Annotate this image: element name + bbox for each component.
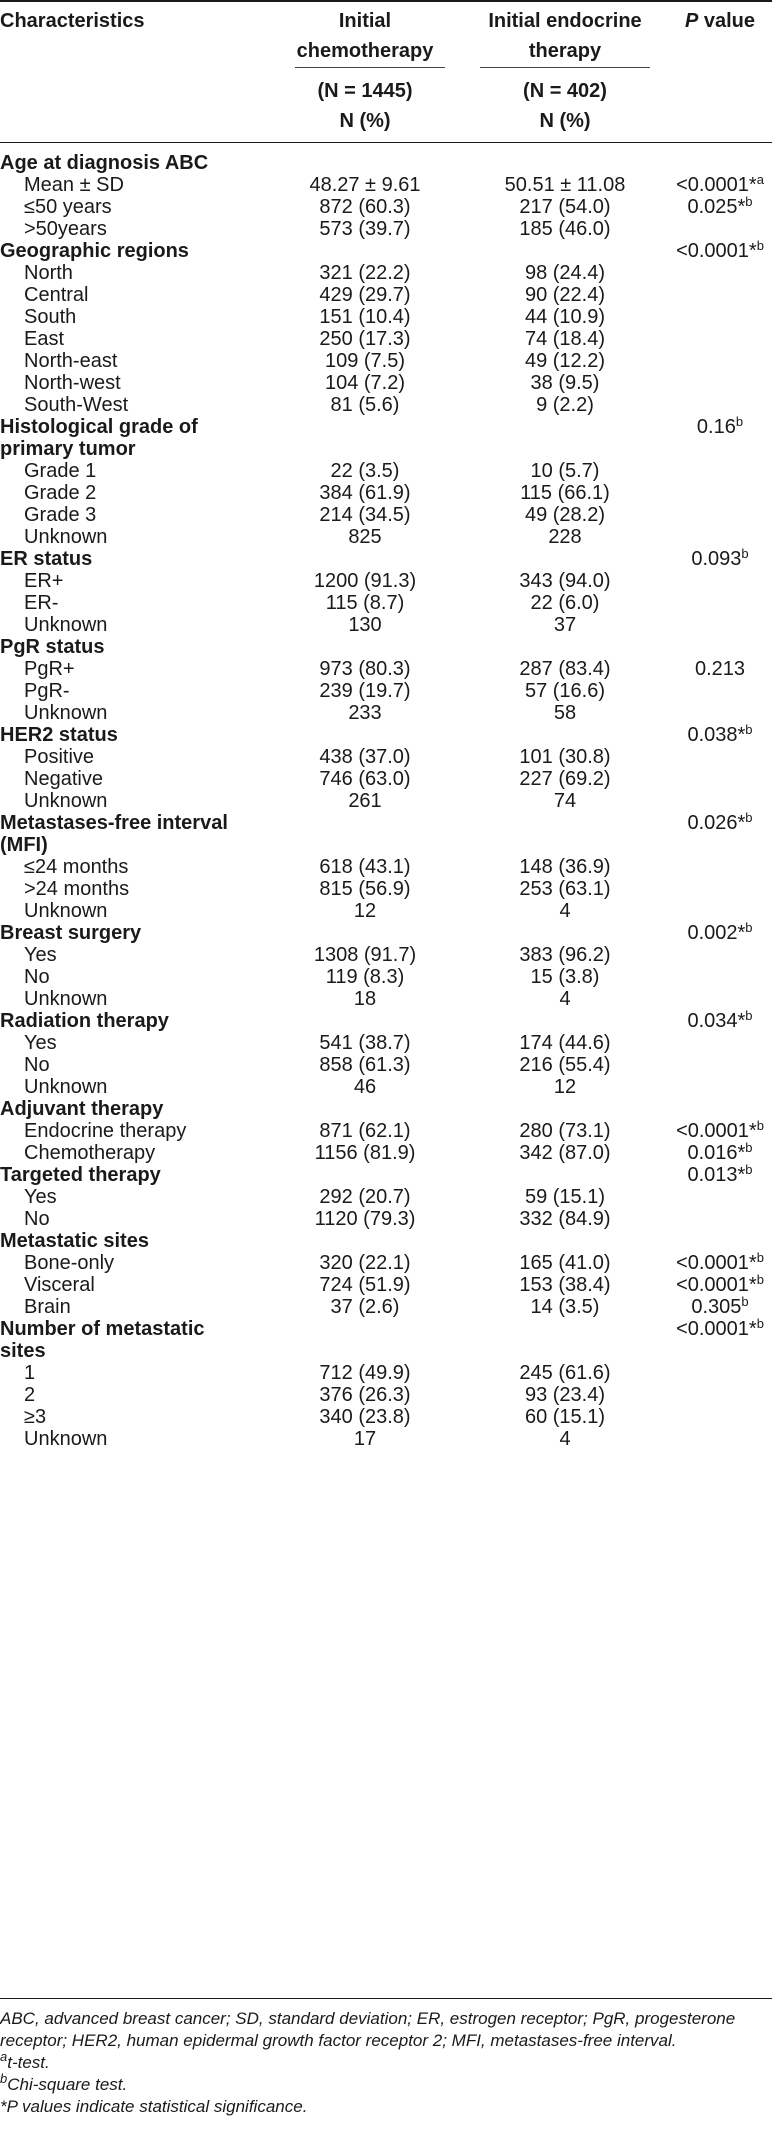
p-value-superscript: b bbox=[741, 546, 749, 561]
row-label: 1 bbox=[24, 1362, 36, 1384]
endocrine-value: 9 (2.2) bbox=[536, 394, 594, 416]
footnote-b-text: Chi-square test. bbox=[7, 2075, 128, 2094]
endocrine-value: 383 (96.2) bbox=[519, 944, 611, 966]
header-col2-count bbox=[465, 76, 665, 136]
endocrine-value: 4 bbox=[559, 900, 571, 922]
p-value-superscript: b bbox=[745, 920, 753, 935]
group-label: Geographic regions bbox=[0, 240, 189, 262]
chemo-value: 233 bbox=[348, 702, 382, 724]
chemo-value: 340 (23.8) bbox=[319, 1406, 411, 1428]
chemo-value: 872 (60.3) bbox=[319, 196, 411, 218]
group-label: Number of metastatic bbox=[0, 1318, 205, 1340]
header-initial-chemotherapy bbox=[285, 6, 445, 66]
endocrine-value: 228 bbox=[548, 526, 582, 548]
p-value-text: 0.002* bbox=[687, 922, 746, 944]
p-value-superscript: b bbox=[745, 722, 753, 737]
chemo-value: 81 (5.6) bbox=[330, 394, 400, 416]
endocrine-value: 93 (23.4) bbox=[524, 1384, 606, 1406]
header-col2-n: (N = 402) bbox=[523, 80, 607, 102]
chemo-value: 48.27 ± 9.61 bbox=[309, 174, 421, 196]
p-value-superscript: b bbox=[745, 1162, 753, 1177]
row-label: >50years bbox=[24, 218, 107, 240]
chemo-value: 438 (37.0) bbox=[319, 746, 411, 768]
endocrine-value: 49 (12.2) bbox=[524, 350, 606, 372]
endocrine-value: 165 (41.0) bbox=[519, 1252, 611, 1274]
endocrine-value: 153 (38.4) bbox=[519, 1274, 611, 1296]
endocrine-value: 98 (24.4) bbox=[524, 262, 606, 284]
endocrine-value: 342 (87.0) bbox=[519, 1142, 611, 1164]
chemo-value: 384 (61.9) bbox=[319, 482, 411, 504]
endocrine-value: 10 (5.7) bbox=[530, 460, 600, 482]
chemo-value: 130 bbox=[348, 614, 382, 636]
chemo-value: 712 (49.9) bbox=[319, 1362, 411, 1384]
row-label: Brain bbox=[24, 1296, 71, 1318]
chemo-value: 17 bbox=[353, 1428, 377, 1450]
row-label: East bbox=[24, 328, 65, 350]
chemo-value: 109 (7.5) bbox=[324, 350, 406, 372]
chemo-value: 825 bbox=[348, 526, 382, 548]
p-value-text: 0.093 bbox=[691, 548, 742, 570]
p-value-superscript: b bbox=[741, 1294, 749, 1309]
chemo-value: 321 (22.2) bbox=[319, 262, 411, 284]
endocrine-value: 58 bbox=[553, 702, 577, 724]
group-label: HER2 status bbox=[0, 724, 118, 746]
row-label: Yes bbox=[24, 1032, 57, 1054]
chemo-value: 376 (26.3) bbox=[319, 1384, 411, 1406]
p-value-superscript: b bbox=[756, 1272, 764, 1287]
p-value-text: <0.0001* bbox=[676, 240, 757, 262]
endocrine-value: 332 (84.9) bbox=[519, 1208, 611, 1230]
footnote-a-text: t-test. bbox=[7, 2053, 50, 2072]
top-rule bbox=[0, 0, 772, 2]
chemo-value: 115 (8.7) bbox=[325, 592, 405, 614]
chemo-value: 618 (43.1) bbox=[319, 856, 411, 878]
p-value-superscript: b bbox=[756, 1250, 764, 1265]
endocrine-value: 280 (73.1) bbox=[519, 1120, 611, 1142]
row-label: Grade 3 bbox=[24, 504, 97, 526]
row-label: Positive bbox=[24, 746, 95, 768]
row-label: Grade 2 bbox=[24, 482, 97, 504]
p-value-superscript: b bbox=[756, 238, 764, 253]
p-value-text: 0.16 bbox=[696, 416, 736, 438]
row-label: ER+ bbox=[24, 570, 64, 592]
chemo-value: 815 (56.9) bbox=[319, 878, 411, 900]
endocrine-value: 101 (30.8) bbox=[519, 746, 611, 768]
chemo-value: 320 (22.1) bbox=[319, 1252, 411, 1274]
header-col2-unit: N (%) bbox=[539, 110, 591, 132]
chemo-value: 858 (61.3) bbox=[319, 1054, 411, 1076]
p-value-superscript: a bbox=[756, 172, 764, 187]
endocrine-value: 343 (94.0) bbox=[519, 570, 611, 592]
footnote-b-mark: b bbox=[0, 2071, 8, 2086]
row-label: 2 bbox=[24, 1384, 36, 1406]
row-label: ≤24 months bbox=[24, 856, 129, 878]
header-col1-count bbox=[285, 76, 445, 136]
endocrine-value: 90 (22.4) bbox=[524, 284, 606, 306]
row-label: Unknown bbox=[24, 790, 108, 812]
p-value-text: <0.0001* bbox=[676, 1318, 757, 1340]
header-col1-line2: chemotherapy bbox=[296, 40, 434, 62]
group-label: Metastatic sites bbox=[0, 1230, 149, 1252]
chemo-value: 37 (2.6) bbox=[330, 1296, 400, 1318]
chemo-value: 151 (10.4) bbox=[319, 306, 411, 328]
row-label: Unknown bbox=[24, 526, 108, 548]
row-label: Unknown bbox=[24, 900, 108, 922]
row-label: Unknown bbox=[24, 1076, 108, 1098]
group-label: PgR status bbox=[0, 636, 105, 658]
table-row bbox=[0, 1424, 772, 1454]
chemo-value: 1308 (91.7) bbox=[313, 944, 417, 966]
chemo-value: 250 (17.3) bbox=[319, 328, 411, 350]
header-col2-line1: Initial endocrine bbox=[488, 10, 642, 32]
row-label: PgR+ bbox=[24, 658, 75, 680]
row-label: PgR- bbox=[24, 680, 70, 702]
row-label: Chemotherapy bbox=[24, 1142, 156, 1164]
group-label: Breast surgery bbox=[0, 922, 142, 944]
row-label: Negative bbox=[24, 768, 103, 790]
row-label: ER- bbox=[24, 592, 59, 614]
endocrine-value: 38 (9.5) bbox=[530, 372, 600, 394]
p-value-superscript: b bbox=[756, 1316, 764, 1331]
group-label: Targeted therapy bbox=[0, 1164, 161, 1186]
endocrine-value: 57 (16.6) bbox=[524, 680, 606, 702]
group-label: Adjuvant therapy bbox=[0, 1098, 164, 1120]
endocrine-value: 148 (36.9) bbox=[519, 856, 611, 878]
subheader-rule-col2 bbox=[480, 67, 650, 68]
footnote-abbreviations: ABC, advanced breast cancer; SD, standard deviation; ER, estrogen receptor; PgR, progesterone receptor; HER2, human epidermal growth factor receptor 2; MFI, metastases-free interval. bbox=[0, 2009, 736, 2050]
endocrine-value: 74 bbox=[553, 790, 577, 812]
p-value-text: 0.016* bbox=[687, 1142, 746, 1164]
endocrine-value: 4 bbox=[559, 1428, 571, 1450]
footnote-a-mark: a bbox=[0, 2049, 8, 2064]
p-value-superscript: b bbox=[735, 414, 744, 429]
row-label: No bbox=[24, 1208, 50, 1230]
row-label: Visceral bbox=[24, 1274, 95, 1296]
chemo-value: 724 (51.9) bbox=[319, 1274, 411, 1296]
endocrine-value: 14 (3.5) bbox=[530, 1296, 600, 1318]
endocrine-value: 22 (6.0) bbox=[530, 592, 600, 614]
endocrine-value: 12 bbox=[553, 1076, 577, 1098]
row-label: South bbox=[24, 306, 77, 328]
endocrine-value: 37 bbox=[553, 614, 577, 636]
endocrine-value: 216 (55.4) bbox=[519, 1054, 611, 1076]
header-col1-n: (N = 1445) bbox=[317, 80, 413, 102]
chemo-value: 214 (34.5) bbox=[319, 504, 411, 526]
row-label: No bbox=[24, 1054, 50, 1076]
p-value-text: 0.038* bbox=[687, 724, 746, 746]
row-label: South-West bbox=[24, 394, 129, 416]
row-label: Endocrine therapy bbox=[24, 1120, 187, 1142]
chemo-value: 746 (63.0) bbox=[319, 768, 411, 790]
endocrine-value: 227 (69.2) bbox=[519, 768, 611, 790]
group-label: Age at diagnosis ABC bbox=[0, 152, 209, 174]
header-col1-line1: Initial bbox=[338, 10, 392, 32]
endocrine-value: 287 (83.4) bbox=[519, 658, 611, 680]
endocrine-value: 60 (15.1) bbox=[524, 1406, 606, 1428]
row-label: Unknown bbox=[24, 988, 108, 1010]
row-label: Grade 1 bbox=[24, 460, 97, 482]
chemo-value: 22 (3.5) bbox=[330, 460, 400, 482]
header-p-rest: value bbox=[698, 10, 756, 32]
endocrine-value: 50.51 ± 11.08 bbox=[504, 174, 626, 196]
header-p-value bbox=[668, 6, 772, 36]
p-value-text: 0.025* bbox=[687, 196, 746, 218]
p-value-superscript: b bbox=[745, 194, 753, 209]
header-bottom-rule bbox=[0, 142, 772, 143]
group-label: Histological grade of bbox=[0, 416, 198, 438]
p-value-text: <0.0001* bbox=[676, 1274, 757, 1296]
chemo-value: 573 (39.7) bbox=[319, 218, 411, 240]
footnote-star: *P values indicate statistical significance. bbox=[0, 2097, 308, 2116]
chemo-value: 46 bbox=[353, 1076, 377, 1098]
row-label: Unknown bbox=[24, 614, 108, 636]
p-value-superscript: b bbox=[756, 1118, 764, 1133]
group-label: primary tumor bbox=[0, 438, 136, 460]
chemo-value: 104 (7.2) bbox=[324, 372, 406, 394]
group-label: Metastases-free interval bbox=[0, 812, 228, 834]
p-value-text: 0.213 bbox=[694, 658, 746, 680]
header-col2-line2: therapy bbox=[528, 40, 602, 62]
p-value-text: 0.013* bbox=[687, 1164, 746, 1186]
header-p-letter: P bbox=[684, 10, 699, 32]
group-label: (MFI) bbox=[0, 834, 48, 856]
footnotes bbox=[0, 2008, 772, 2118]
endocrine-value: 174 (44.6) bbox=[519, 1032, 611, 1054]
endocrine-value: 15 (3.8) bbox=[530, 966, 600, 988]
endocrine-value: 253 (63.1) bbox=[519, 878, 611, 900]
chemo-value: 1120 (79.3) bbox=[314, 1208, 416, 1230]
group-label: sites bbox=[0, 1340, 46, 1362]
endocrine-value: 115 (66.1) bbox=[520, 482, 610, 504]
chemo-value: 973 (80.3) bbox=[319, 658, 411, 680]
p-value-text: 0.034* bbox=[687, 1010, 746, 1032]
footnote-a bbox=[0, 2049, 772, 2074]
endocrine-value: 245 (61.6) bbox=[519, 1362, 611, 1384]
chemo-value: 12 bbox=[353, 900, 377, 922]
chemo-value: 119 (8.3) bbox=[325, 966, 405, 988]
chemo-value: 541 (38.7) bbox=[319, 1032, 411, 1054]
endocrine-value: 49 (28.2) bbox=[524, 504, 606, 526]
row-label: ≥3 bbox=[24, 1406, 47, 1428]
row-label: Mean ± SD bbox=[24, 174, 124, 196]
chemo-value: 1200 (91.3) bbox=[313, 570, 417, 592]
row-label: North bbox=[24, 262, 73, 284]
row-label: No bbox=[24, 966, 50, 988]
chemo-value: 261 bbox=[348, 790, 382, 812]
footnote-b bbox=[0, 2071, 772, 2096]
endocrine-value: 217 (54.0) bbox=[519, 196, 611, 218]
row-label: ≤50 years bbox=[24, 196, 112, 218]
chemo-value: 871 (62.1) bbox=[319, 1120, 411, 1142]
p-value-text: <0.0001* bbox=[676, 174, 757, 196]
endocrine-value: 44 (10.9) bbox=[524, 306, 606, 328]
group-label: ER status bbox=[0, 548, 93, 570]
row-label: North-east bbox=[24, 350, 118, 372]
header-initial-endocrine-therapy bbox=[465, 6, 665, 66]
p-value-text: <0.0001* bbox=[676, 1252, 757, 1274]
endocrine-value: 74 (18.4) bbox=[524, 328, 606, 350]
table-bottom-rule bbox=[0, 1998, 772, 1999]
p-value-superscript: b bbox=[745, 810, 753, 825]
row-label: Bone-only bbox=[24, 1252, 115, 1274]
endocrine-value: 185 (46.0) bbox=[519, 218, 611, 240]
endocrine-value: 4 bbox=[559, 988, 571, 1010]
p-value-text: <0.0001* bbox=[676, 1120, 757, 1142]
group-label: Radiation therapy bbox=[0, 1010, 169, 1032]
row-label: Unknown bbox=[24, 702, 108, 724]
chemo-value: 18 bbox=[353, 988, 377, 1010]
header-col1-unit: N (%) bbox=[339, 110, 391, 132]
chemo-value: 1156 (81.9) bbox=[314, 1142, 416, 1164]
chemo-value: 239 (19.7) bbox=[319, 680, 411, 702]
p-value-superscript: b bbox=[745, 1008, 753, 1023]
p-value-text: 0.026* bbox=[687, 812, 746, 834]
chemo-value: 292 (20.7) bbox=[319, 1186, 411, 1208]
header-characteristics: Characteristics bbox=[0, 10, 145, 32]
chemo-value: 429 (29.7) bbox=[319, 284, 411, 306]
row-label: >24 months bbox=[24, 878, 130, 900]
row-label: Central bbox=[24, 284, 89, 306]
p-value-superscript: b bbox=[745, 1140, 753, 1155]
row-label: Yes bbox=[24, 1186, 57, 1208]
row-label: North-west bbox=[24, 372, 121, 394]
row-label: Unknown bbox=[24, 1428, 108, 1450]
subheader-rule-col1 bbox=[295, 67, 445, 68]
row-label: Yes bbox=[24, 944, 57, 966]
endocrine-value: 59 (15.1) bbox=[524, 1186, 606, 1208]
p-value-text: 0.305 bbox=[691, 1296, 742, 1318]
